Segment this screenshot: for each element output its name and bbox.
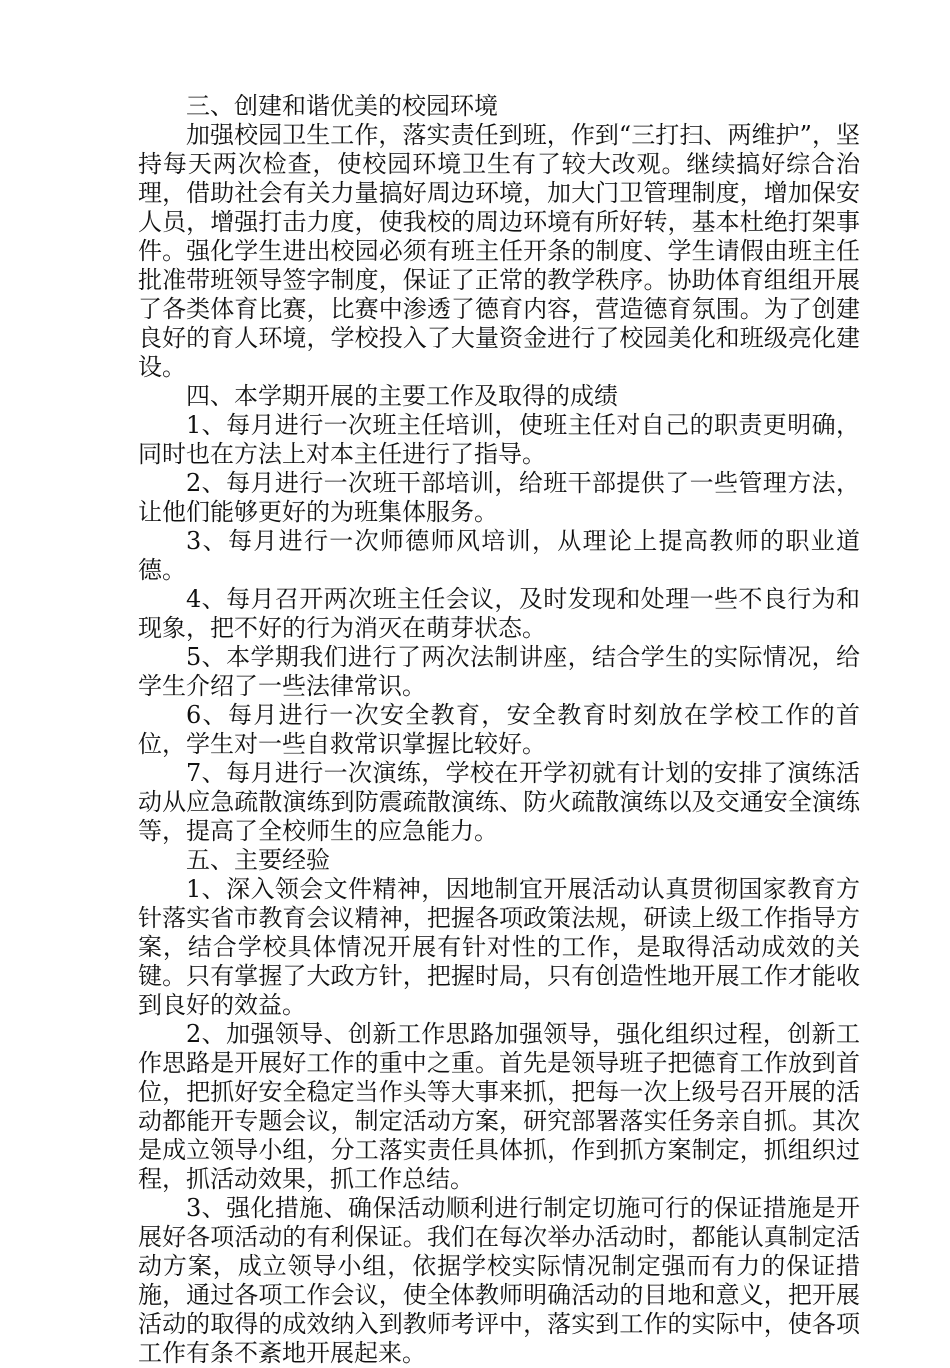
list-item-3: 3、每月进行一次师德师风培训，从理论上提高教师的职业道德。 xyxy=(138,527,860,584)
list-item-6: 6、每月进行一次安全教育，安全教育时刻放在学校工作的首位，学生对一些自救常识掌握比较好。 xyxy=(138,701,860,758)
section-heading-experience: 五、主要经验 xyxy=(186,846,330,874)
list-item-7: 7、每月进行一次演练，学校在开学初就有计划的安排了演练活动从应急疏散演练到防震疏散演练、防火疏散演练以及交通安全演练等，提高了全校师生的应急能力。 xyxy=(138,759,860,845)
list-item-4: 4、每月召开两次班主任会议，及时发现和处理一些不良行为和现象，把不好的行为消灭在萌芽状态。 xyxy=(138,585,860,642)
experience-item-2: 2、加强领导、创新工作思路加强领导，强化组织过程，创新工作思路是开展好工作的重中之重。首先是领导班子把德育工作放到首位，把抓好安全稳定当作头等大事来抓，把每一次上级号召开展的活动都能开专题会议，制定活动方案，研究部署落实任务亲自抓。其次是成立领导小组，分工落实责任具体抓，作到抓方案制定，抓组织过程，抓活动效果，抓工作总结。 xyxy=(138,1020,860,1193)
document-body xyxy=(138,92,860,1368)
section-heading-campus-environment: 三、创建和谐优美的校园环境 xyxy=(186,92,498,120)
paragraph-campus-hygiene: 加强校园卫生工作，落实责任到班，作到“三打扫、两维护”，坚持每天两次检查，使校园环境卫生有了较大改观。继续搞好综合治理，借助社会有关力量搞好周边环境，加大门卫管理制度，增加保安人员，增强打击力度，使我校的周边环境有所好转，基本杜绝打架事件。强化学生进出校园必须有班主任开条的制度、学生请假由班主任批准带班领导签字制度，保证了正常的教学秩序。协助体育组组开展了各类体育比赛，比赛中渗透了德育内容，营造德育氛围。为了创建良好的育人环境，学校投入了大量资金进行了校园美化和班级亮化建设。 xyxy=(138,121,860,381)
list-item-5: 5、本学期我们进行了两次法制讲座，结合学生的实际情况，给学生介绍了一些法律常识。 xyxy=(138,643,860,700)
list-item-2: 2、每月进行一次班干部培训，给班干部提供了一些管理方法，让他们能够更好的为班集体服务。 xyxy=(138,469,860,526)
experience-item-3: 3、强化措施、确保活动顺利进行制定切施可行的保证措施是开展好各项活动的有利保证。我们在每次举办活动时，都能认真制定活动方案，成立领导小组，依据学校实际情况制定强而有力的保证措施，通过各项工作会议，使全体教师明确活动的目地和意义，把开展活动的取得的成效纳入到教师考评中，落实到工作的实际中，使各项工作有条不紊地开展起来。 xyxy=(138,1194,860,1367)
list-item-1: 1、每月进行一次班主任培训，使班主任对自己的职责更明确，同时也在方法上对本主任进行了指导。 xyxy=(138,411,860,468)
section-heading-main-work: 四、本学期开展的主要工作及取得的成绩 xyxy=(186,382,618,410)
experience-item-1: 1、深入领会文件精神，因地制宜开展活动认真贯彻国家教育方针落实省市教育会议精神，把握各项政策法规，研读上级工作指导方案，结合学校具体情况开展有针对性的工作，是取得活动成效的关键。只有掌握了大政方针，把握时局，只有创造性地开展工作才能收到良好的效益。 xyxy=(138,875,860,1019)
